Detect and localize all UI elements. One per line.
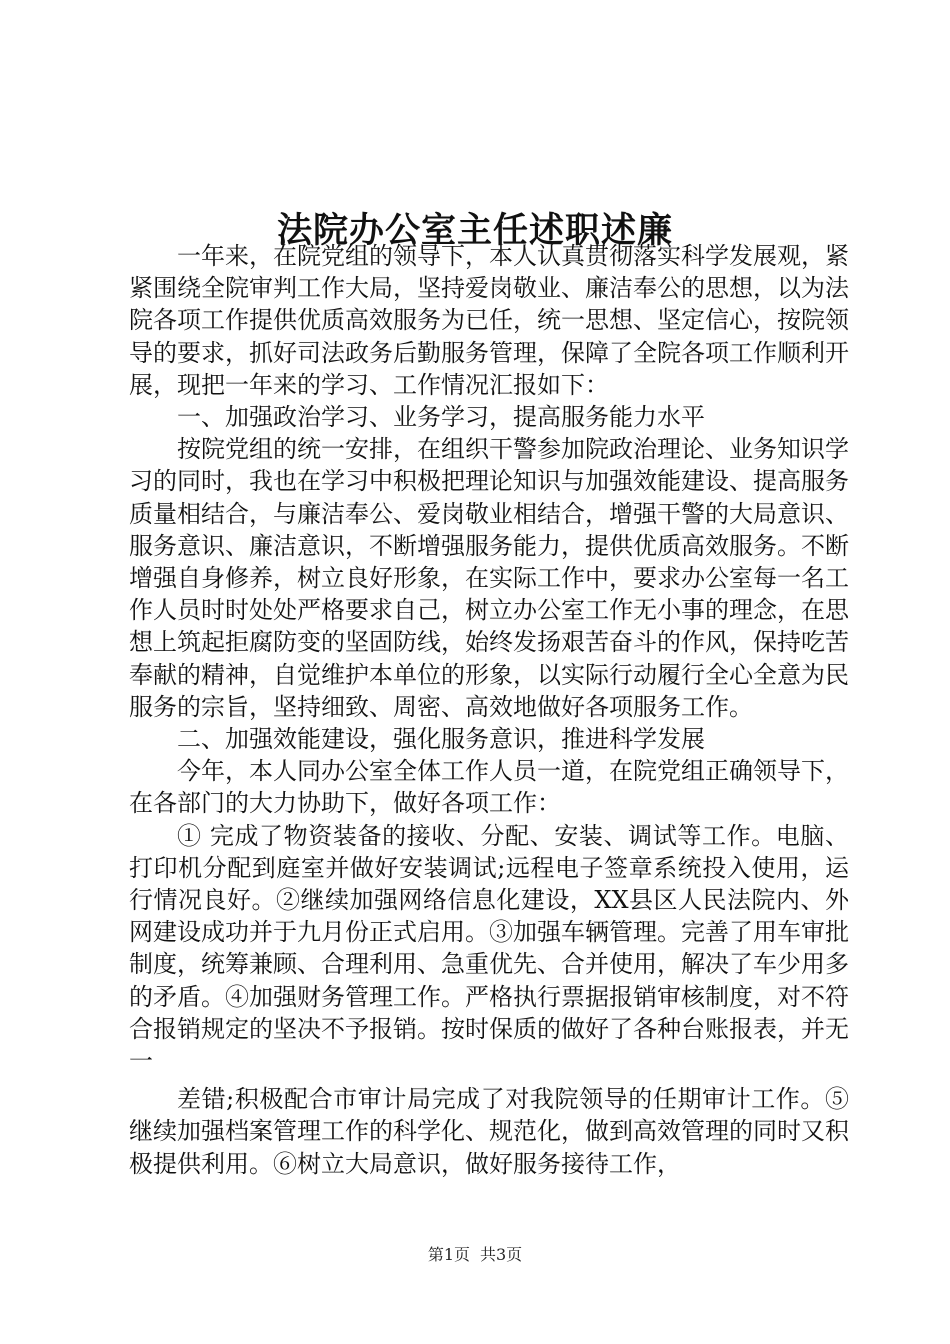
document-title: 法院办公室主任述职述廉 [276, 210, 673, 252]
section-2-paragraph: 今年，本人同办公室全体工作人员一道，在院党组正确领导下，在各部门的大力协助下，做好各项工作： [129, 757, 849, 818]
section-heading-1: 一、加强政治学习、业务学习，提高服务能力水平 [177, 403, 705, 432]
page-number-current: 第1页 [427, 1245, 470, 1264]
document-body [129, 240, 849, 1180]
intro-paragraph: 一年来，在院党组的领导下，本人认真贯彻落实科学发展观，紧紧围绕全院审判工作大局，坚持爱岗敬业、廉洁奉公的思想，以为法院各项工作提供优质高效服务为已任，统一思想、坚定信心，按院领导的要求，抓好司法政务后勤服务管理，保障了全院各项工作顺利开展，现把一年来的学习、工作情况汇报如下： [129, 242, 849, 399]
work-items-continued-paragraph: 差错;积极配合市审计局完成了对我院领导的任期审计工作。⑤继续加强档案管理工作的科学化、规范化，做到高效管理的同时又积极提供利用。⑥树立大局意识，做好服务接待工作， [129, 1085, 849, 1178]
work-items-paragraph: ① 完成了物资装备的接收、分配、安装、调试等工作。电脑、打印机分配到庭室并做好安装调试;远程电子签章系统投入使用，运行情况良好。②继续加强网络信息化建设，XX县区人民法院内、外网建设成功并于九月份正式启用。③加强车辆管理。完善了用车审批制度，统筹兼顾、合理利用、急重优先、合并使用，解决了车少用多的矛盾。④加强财务管理工作。严格执行票据报销审核制度，对不符合报销规定的坚决不予报销。按时保质的做好了各种台账报表，并无一 [129, 821, 849, 1076]
page-number-total: 共3页 [480, 1245, 523, 1264]
section-heading-2: 二、加强效能建设，强化服务意识，推进科学发展 [177, 725, 705, 754]
page-footer [0, 1243, 950, 1267]
section-1-paragraph: 按院党组的统一安排，在组织干警参加院政治理论、业务知识学习的同时，我也在学习中积极把理论知识与加强效能建设、提高服务质量相结合，与廉洁奉公、爱岗敬业相结合，增强干警的大局意识、服务意识、廉洁意识，不断增强服务能力，提供优质高效服务。不断增强自身修养，树立良好形象，在实际工作中，要求办公室每一名工作人员时时处处严格要求自己，树立办公室工作无小事的理念，在思想上筑起拒腐防变的坚固防线，始终发扬艰苦奋斗的作风，保持吃苦奉献的精神，自觉维护本单位的形象，以实际行动履行全心全意为民服务的宗旨，坚持细致、周密、高效地做好各项服务工作。 [129, 435, 849, 721]
